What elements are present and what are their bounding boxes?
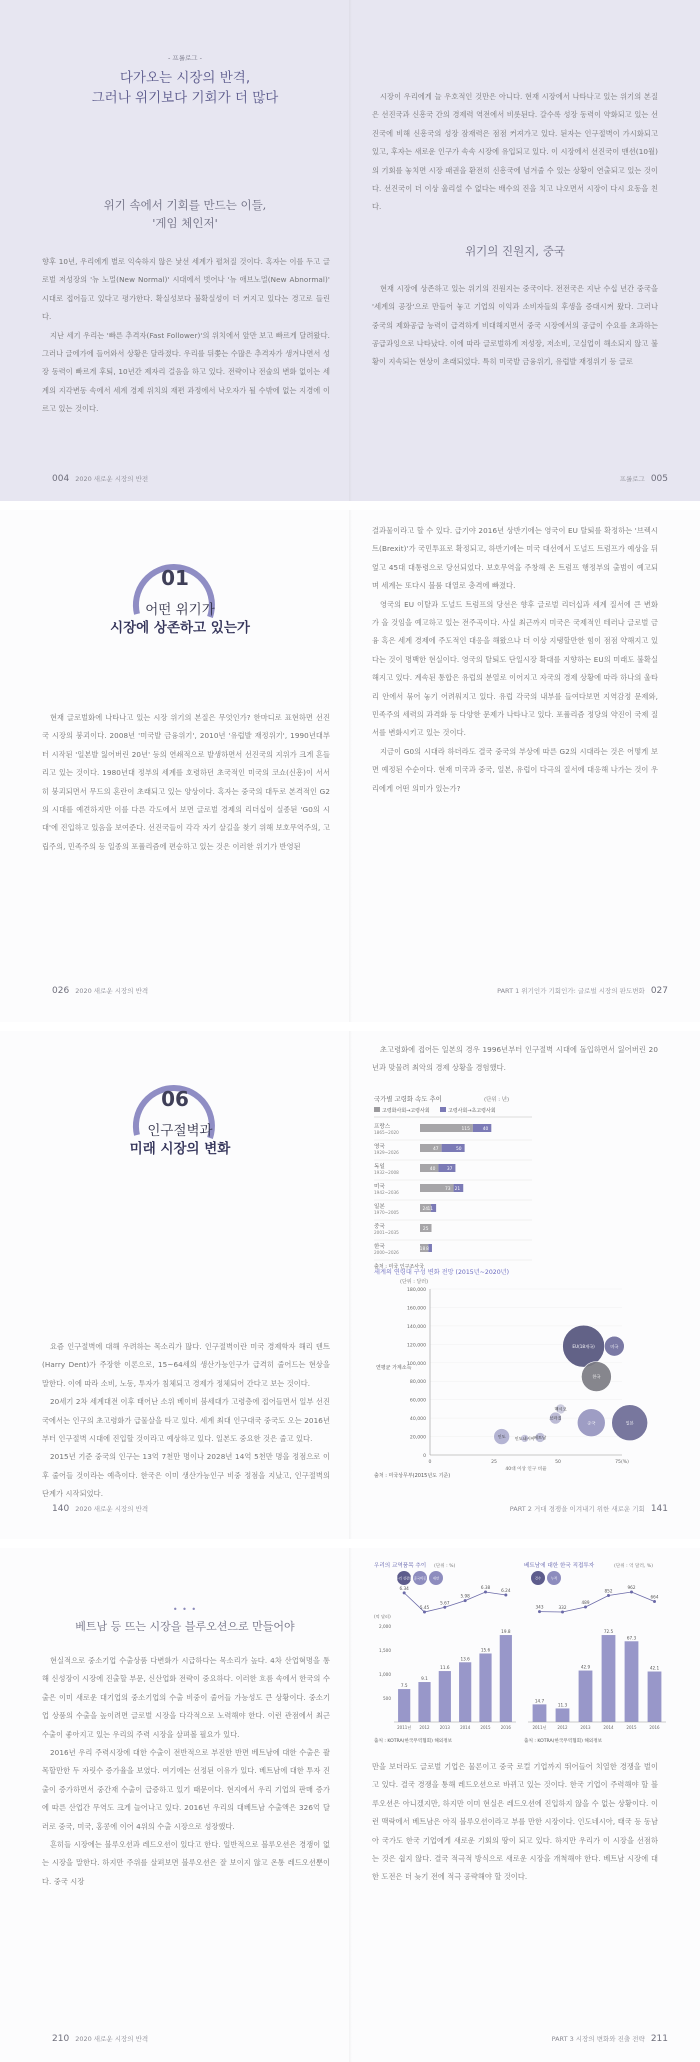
label-bubble-text: 우리 성장률 xyxy=(395,1576,413,1581)
bar xyxy=(418,1682,430,1722)
y-tick-label: 120,000 xyxy=(407,1343,426,1349)
label-bubble-text: 건수 xyxy=(534,1576,542,1581)
aging-speed-chart xyxy=(372,1091,662,1270)
running-title: 2020 새로운 시장의 반전 xyxy=(75,475,149,483)
line-value: 5.45 xyxy=(419,1605,430,1610)
right-subtitle: 위기의 진원지, 중국 xyxy=(465,243,565,258)
line-point xyxy=(484,1591,487,1594)
page-number: 210 xyxy=(52,2034,70,2044)
right-body xyxy=(372,522,658,798)
category-label: 프랑스 xyxy=(374,1124,391,1130)
paragraph: 흔히들 시장에는 블루오션과 레드오션이 있다고 한다. 일반적으로 블루오션은 경쟁이 없는 시장을 말한다. 하지만 주위를 살펴보면 블루오션은 잘 보이지 않고 온통 레드오션뿐이다. 중국 시장 xyxy=(42,1840,330,1886)
x-tick-label: 2011년 xyxy=(397,1725,412,1730)
category-sublabel: 1932~2008 xyxy=(374,1170,399,1175)
bar-value: 42.9 xyxy=(580,1664,591,1670)
x-tick-label: 25 xyxy=(491,1460,497,1465)
category-label: 영국 xyxy=(374,1144,385,1150)
line-value: 852 xyxy=(604,1588,613,1594)
category-sublabel: 1942~2036 xyxy=(374,1190,399,1195)
x-tick-label: 2015 xyxy=(626,1725,637,1730)
line-value: 5.98 xyxy=(460,1593,470,1599)
footer-left xyxy=(52,1504,148,1514)
x-tick-label: 0 xyxy=(428,1460,432,1465)
line-point xyxy=(607,1594,610,1597)
prologue-title-line2: 그러나 위기보다 기회가 더 많다 xyxy=(91,90,279,106)
y-axis-label: (억 달러) xyxy=(374,1614,391,1619)
line-point xyxy=(538,1610,541,1613)
y-tick-label: 40,000 xyxy=(409,1417,426,1423)
y-axis-label: 연평균 가계소득 xyxy=(376,1365,412,1371)
gutter xyxy=(349,0,352,501)
paragraph: 현재 시장에 상존하고 있는 위기의 진원지는 중국이다. 전전국은 지난 수십 년간 중국을 '세계의 공장'으로 만들어 놓고 기업의 이익과 소비자들의 후생을 증대시켜 왔다. 그러나 중국의 제화공급 능력이 급격하게 비대해지면서 중국 시장에서의 공급이 수요를 초과하는 공급과잉으로 나타났다. 이에 따라 글로벌하게 저성장, 저소비, 고실업이 해소되지 않고 불황이 지속되는 현상이 초래되었다. 특히 미국발 금융위기, 유럽발 재정위기 등 글로 xyxy=(372,283,658,367)
page-number: 141 xyxy=(650,1504,668,1514)
bar xyxy=(625,1641,639,1722)
bubble-label: 브라질 xyxy=(549,1415,562,1421)
line-point xyxy=(561,1611,564,1614)
prologue-title-line1: 다가오는 시장의 반격, xyxy=(119,70,251,86)
y-tick-label: 80,000 xyxy=(409,1380,426,1386)
bar xyxy=(398,1689,410,1722)
bar-value: 14.7 xyxy=(534,1698,545,1704)
paragraph: 시장이 우리에게 늘 우호적인 것만은 아니다. 현재 시장에서 나타나고 있는 위기의 본질은 선진국과 신흥국 간의 경제력 역전에서 비롯된다. 갈수록 성장 동력이 약화되고 있는 선진국에 비해 신흥국의 성장 잠재력은 점점 커져가고 있다. 된자는 인구절벽이 가시화되고 있고, 후자는 새로운 인구가 속속 시장에 유입되고 있다. 이 시장에서 선진국이 맨션(10월)의 기회를 놓치면 시장 패권을 환전히 신흥국에 넘겨줄 수 있는 상황이 연출되고 있는 것이다. 선진국이 더 이상 울리설 수 없다는 배수의 진을 치고 나오면서 시장이 다시 요동을 친다. xyxy=(372,92,658,212)
line-value: 6.38 xyxy=(480,1585,491,1590)
x-tick-label: 2016 xyxy=(649,1725,660,1730)
legend-swatch xyxy=(374,1107,380,1112)
bar xyxy=(439,1671,451,1722)
paragraph: 지금이 G0의 시대라 하더라도 결국 중국의 부상에 따른 G2의 시대라는 것은 어떻게 보면 예정된 수순이다. 현재 미국과 중국, 일본, 유럽이 다극의 질서에 대응해 나가는 것이 우리에게 어떤 의미가 있는가? xyxy=(372,746,658,793)
x-tick-label: 2014 xyxy=(460,1725,471,1730)
chart-title: 베트남에 대한 한국 직접투자 xyxy=(524,1563,595,1569)
prologue-label: - 프롤로그 - xyxy=(168,54,202,62)
line-point xyxy=(423,1611,426,1614)
bar xyxy=(556,1708,570,1722)
line-value: 962 xyxy=(627,1585,636,1590)
chapter-ring xyxy=(0,1031,350,1191)
left-body xyxy=(42,1652,330,1891)
running-title: 프롤로그 xyxy=(619,475,645,483)
footer-right xyxy=(497,986,668,996)
category-label: 중국 xyxy=(374,1224,385,1230)
chapter-ring xyxy=(0,510,350,670)
bar-value: 25 xyxy=(422,1227,429,1232)
y-tick-label: 160,000 xyxy=(407,1306,426,1312)
footer-left xyxy=(52,986,148,996)
paragraph: 지난 세기 우리는 '빠른 추격자(Fast Follower)'의 위치에서 앞만 보고 빠르게 달려왔다. 그러나 글에가에 들어와서 상황은 달라졌다. 우리를 뒤쫓는 수많은 추격자가 생겨나면서 성장 동력이 빠르게 후퇴, 10년간 제자리 걸음을 하고 있다. 전략이나 전술의 변화 없이는 세계의 지각변동 속에서 세계 경제 위치의 재편 과정에서 낙오자가 될 수밖에 없는 지경에 이르고 있는 것이다. xyxy=(42,330,330,414)
bubble-label: 일본 xyxy=(625,1420,634,1426)
running-title: PART 2 거대 경쟁을 이겨내기 위한 새로운 기회 xyxy=(509,1505,645,1513)
footer-right xyxy=(620,474,668,484)
bar-value: 9.1 xyxy=(421,1676,428,1682)
page-number: 140 xyxy=(52,1504,70,1514)
footer-right xyxy=(510,1504,668,1514)
chart-unit: (단위 : 년) xyxy=(484,1097,510,1103)
running-title: 2020 새로운 시장의 반격 xyxy=(75,1505,149,1513)
bar-value: 50 xyxy=(456,1147,462,1152)
category-sublabel: 1865~2020 xyxy=(374,1130,399,1135)
chapter-title-line1: 어떤 위기가 xyxy=(145,602,215,618)
chart-source: 출처 : 미국상무부(2015년도 기준) xyxy=(374,1473,451,1479)
line-point xyxy=(653,1600,656,1603)
bubble-label: 베트남 xyxy=(534,1435,547,1441)
running-title: 2020 새로운 시장의 반격 xyxy=(75,2035,149,2043)
left-body xyxy=(42,253,330,419)
section-mark: • • • xyxy=(172,1605,198,1614)
page-number: 026 xyxy=(52,986,70,996)
chart-title: 세계의 연령대 구성 변화 전망 (2015년~2020년) xyxy=(374,1269,510,1276)
x-tick-label: 2013 xyxy=(580,1725,591,1730)
bar-value: 11 xyxy=(427,1207,434,1212)
x-tick-label: 75(%) xyxy=(615,1460,629,1465)
running-title: PART 3 시장의 변화와 진출 전략 xyxy=(551,2035,645,2043)
chart-unit: (단위 : 달러) xyxy=(400,1279,429,1285)
paragraph: 2015년 기준 중국의 인구는 13억 7천만 명이나 2028년 14억 5천만 명을 정점으로 이후 줄어들 것이라는 예측이다. 한국은 이미 생산가능인구 비중 정점을 지났고, 인구절벽의 단계가 시작되었다. xyxy=(42,1452,330,1499)
bar-value: 37 xyxy=(446,1167,453,1172)
spread-prologue xyxy=(0,0,700,501)
page-number: 004 xyxy=(52,474,70,484)
line-point xyxy=(584,1606,587,1609)
paragraph: 현실적으로 중소기업 수출상품 다변화가 시급하다는 목소리가 높다. 4차 산업혁명을 통해 신성장이 시장에 진출할 부문, 신산업화 전략이 중요하다. 이러한 흐름 속에서 한국의 수출은 이미 새로운 대기업의 중소기업의 수출 비중이 줄어들 가능성도 큰 상황이다. 중소기업 상품의 수출을 높이려면 글로벌 시장을 다각적으로 노력해야 한다. 이런 관점에서 최근 수출이 좋아지고 있는 우리의 주력 시장을 살펴볼 필요가 있다. xyxy=(42,1656,330,1739)
chapter-title-bold: 시장에 상존하고 있는가 xyxy=(110,620,250,636)
x-tick-label: 2012 xyxy=(419,1725,430,1730)
chart-title: 국가별 고령화 속도 추이 xyxy=(374,1095,442,1103)
bubble-label: 한국 xyxy=(592,1374,601,1380)
chapter-title-line2 xyxy=(60,620,300,636)
bar-value: 21 xyxy=(454,1187,461,1192)
bar-value: 13.6 xyxy=(460,1656,470,1662)
label-bubble-text: 대만 xyxy=(432,1576,440,1581)
spread-vietnam xyxy=(0,1548,700,2062)
bar xyxy=(533,1704,547,1722)
x-tick-label: 2011년 xyxy=(532,1725,547,1730)
bar xyxy=(602,1635,616,1722)
legend-swatch xyxy=(440,1107,446,1112)
chart-source: 출처 : KOTRA(한국무역협회) 해외정보 xyxy=(524,1739,603,1744)
line-point xyxy=(403,1591,406,1594)
bubble-label: 인도네시아 xyxy=(514,1436,535,1441)
page-number: 211 xyxy=(650,2034,668,2044)
paragraph: 2016년 우리 주력시장에 대한 수출이 전반적으로 부진한 반면 베트남에 대한 수출은 괄목할만한 두 자릿수 증가율을 보였다. 여기에는 선정된 이유가 있다. 베트남에 대한 투자 진출이 증가하면서 중간재 수출이 급증하고 있기 때문이다. 현지에서 우리 기업의 판매 증가에 따른 산업간 무역도 크게 늘어나고 있다. 2016년 우리의 대베트남 수출액은 326억 달러로 중국, 미국, 홍콩에 이어 4위의 수출 시장으로 성장했다. xyxy=(42,1748,330,1831)
footer-left xyxy=(52,474,148,484)
x-tick-label: 2012 xyxy=(557,1725,568,1730)
y-tick-label: 180,000 xyxy=(407,1288,426,1293)
line-value: 332 xyxy=(558,1605,567,1610)
chart-source: 출처 : KOTRA(한국무역협회) 해외정보 xyxy=(374,1739,453,1744)
line-value: 6.34 xyxy=(399,1585,409,1591)
bar xyxy=(479,1653,491,1722)
bar xyxy=(648,1672,662,1722)
chart-source: 출처 : 미국 인구조사국 xyxy=(374,1264,424,1270)
bar-value: 24 xyxy=(422,1207,429,1212)
line-point xyxy=(443,1606,446,1609)
line-value: 664 xyxy=(650,1594,659,1600)
bar-value: 42.1 xyxy=(649,1665,660,1671)
category-sublabel: 1929~2026 xyxy=(374,1150,399,1155)
legend-label: 고령사회→초고령사회 xyxy=(448,1108,496,1114)
label-bubble-text: 누적 xyxy=(550,1576,558,1581)
left-subtitle1: 위기 속에서 기회를 만드는 이들, xyxy=(103,198,267,212)
running-title: PART 1 위기인가 기회인가: 글로벌 시장의 판도변화 xyxy=(497,987,645,995)
y-tick-label: 2,000 xyxy=(379,1624,391,1629)
right-body xyxy=(372,1758,658,1887)
left-body xyxy=(42,1338,330,1504)
right-intro xyxy=(372,1041,658,1078)
bar-value: 40 xyxy=(482,1127,489,1132)
bar-value: 40 xyxy=(429,1167,436,1172)
category-label: 독일 xyxy=(374,1164,385,1170)
x-tick-label: 2016 xyxy=(500,1725,511,1730)
income-age-bubble-chart xyxy=(372,1265,662,1485)
right-body xyxy=(372,88,658,372)
line-point xyxy=(504,1594,507,1597)
bubble-label: 미국 xyxy=(610,1343,619,1349)
line-value: 5.67 xyxy=(440,1600,450,1606)
left-body xyxy=(42,709,330,856)
spread-chapter-01 xyxy=(0,510,700,1022)
bar xyxy=(579,1671,593,1722)
bar-value: 115 xyxy=(461,1127,470,1132)
bar-value: 19.8 xyxy=(501,1629,511,1635)
paragraph: 요즘 인구절벽에 대해 우려하는 목소리가 많다. 인구절벽이란 미국 경제학자 해리 덴트(Harry Dent)가 주장한 이론으로, 15~64세의 생산가능인구가 급격히 줄어드는 현상을 말한다. 이에 따라 소비, 노동, 투자가 침체되고 경제가 정체되어 간다고 보는 것이다. xyxy=(42,1342,330,1388)
chapter-title-line2 xyxy=(60,1141,300,1157)
bubble-label: 멕시코 xyxy=(554,1406,567,1412)
bar-value: 72.5 xyxy=(603,1629,614,1635)
x-tick-label: 2013 xyxy=(439,1725,450,1730)
bubble-label: 인도 xyxy=(497,1434,506,1440)
category-sublabel: 2001~2035 xyxy=(374,1230,399,1235)
footer-left xyxy=(52,2034,148,2044)
chapter-title-bold: 미래 시장의 변화 xyxy=(129,1141,231,1157)
chart-title: 우리의 교역품목 추이 xyxy=(374,1563,427,1569)
label-bubble-text: 중국비중 xyxy=(413,1576,427,1581)
line-value: 489 xyxy=(581,1600,590,1606)
legend-label: 고령화사회→고령사회 xyxy=(382,1108,430,1114)
left-subtitle2: '게임 체인저' xyxy=(152,216,218,230)
bar-value: 8 xyxy=(426,1247,429,1252)
paragraph: 향후 10년, 우리에게 별로 익숙하지 않은 낯선 세계가 펼쳐질 것이다. 혹자는 이를 두고 글로벌 저성장의 '뉴 노멀(New Normal)' 시대에서 벗어나 '뉴 애브노멀(New Abnormal)' 시대로 접어들고 있다고 평가한다. 확실성보다 불확실성이 더 커지고 있다는 경고로 들린다. xyxy=(42,257,330,322)
bar-value: 7.5 xyxy=(400,1683,408,1689)
category-sublabel: 1970~2005 xyxy=(374,1210,399,1215)
bar xyxy=(500,1635,512,1722)
y-tick-label: 100,000 xyxy=(407,1361,426,1367)
bar-value: 18 xyxy=(419,1247,426,1252)
footer-right xyxy=(552,2034,668,2044)
chapter-number: 06 xyxy=(161,1087,189,1111)
category-label: 한국 xyxy=(374,1244,385,1250)
chart-unit: (단위 : %) xyxy=(434,1564,456,1569)
line-point xyxy=(630,1591,633,1594)
spread-chapter-06 xyxy=(0,1031,700,1539)
bar-value: 15.6 xyxy=(480,1647,491,1653)
vietnam-investment-chart xyxy=(522,1558,670,1748)
line-value: 343 xyxy=(535,1604,544,1610)
section-title: 베트남 등 뜨는 시장을 블루오션으로 만들어야 xyxy=(75,1620,295,1633)
category-label: 일본 xyxy=(374,1204,385,1210)
y-tick-label: 140,000 xyxy=(407,1324,426,1330)
paragraph: 만을 보더라도 글로벌 기업은 물론이고 중국 로컬 기업까지 뛰어들어 치열한 경쟁을 벌이고 있다. 결국 경쟁을 통해 레드오션으로 바뀌고 있는 것이다. 한국 기업이 주력해야 할 블루오션은 아니겠지만, 하지만 이미 현실은 레드오션에 진입하지 않을 수 없는 상황이다. 이런 맥락에서 베트남은 아직 블루오션이라고 부를 만한 시장이다. 인도네시아, 태국 등 동남아 국가도 한국 기업에게 새로운 기회의 땅이 되고 있다. 하지만 우리가 이 시장을 선점하는 것은 쉽지 않다. 결국 적극적 방식으로 새로운 시장을 개척해야 한다. 베트남 시장에 대한 도전은 더 늦기 전에 적극 공략해야 할 것이다. xyxy=(372,1762,658,1882)
page-number: 005 xyxy=(650,474,668,484)
y-tick-label: 1,500 xyxy=(379,1648,391,1653)
chapter-number: 01 xyxy=(161,566,189,590)
gutter xyxy=(349,1548,352,2062)
chart-unit: (단위 : 억 달러, %) xyxy=(614,1564,653,1569)
y-tick-label: 1,000 xyxy=(379,1672,391,1677)
series-line xyxy=(540,1592,655,1612)
bar-value: 73 xyxy=(444,1187,451,1192)
bubble-label: 중국 xyxy=(587,1420,596,1426)
x-axis-label: 40대 이상 인구 비율 xyxy=(505,1467,547,1472)
x-tick-label: 2015 xyxy=(480,1725,491,1730)
paragraph: 결과물이라고 할 수 있다. 급기야 2016년 상반기에는 영국이 EU 탈퇴를 확정하는 '브렉시트(Brexit)'가 국민투표로 확정되고, 하반기에는 미국 대선에서 도널드 트럼프가 예상을 뒤엎고 45대 대통령으로 당선되었다. 보호무역을 주창해 온 트럼프 행정부의 출범이 예고되며 세계는 또다시 블룸 대열로 충격에 빠졌다. xyxy=(372,526,658,591)
y-tick-label: 500 xyxy=(383,1696,391,1701)
page-number: 027 xyxy=(650,986,668,996)
paragraph: 20세기 2차 세계대전 이후 태어난 소위 베이비 붐세대가 고령층에 접어들면서 일부 선진국에서는 인구의 초고령화가 급물살을 타고 있다. 세계 최대 인구대국 중국도 오는 2016년부터 인구절벽 시대에 진입할 것이라고 예상하고 있다. 일본도 중요한 것은 줄고 있다. xyxy=(42,1397,330,1444)
y-tick-label: 20,000 xyxy=(409,1435,426,1441)
bar-value: 47 xyxy=(433,1147,439,1152)
chapter-title-line1: 인구절벽과 xyxy=(147,1123,213,1139)
category-label: 미국 xyxy=(374,1184,385,1190)
paragraph: 현재 글로벌화에 나타나고 있는 시장 위기의 본질은 무엇인가? 한마디로 표현하면 선진국 시장의 붕괴이다. 2008년 '미국발 금융위기', 2010년 '유럽발 재정위기', 1990년대부터 시작된 '일본발 잃어버린 20년' 등의 연쇄적으로 발생하면서 선진국의 지위가 크게 흔들리고 있는 것이다. 1980년대 정부의 세계를 호령하던 초국적인 미국의 코쇼(신흥)이 서서히 붕괴되면서 무드의 혼란이 초래되고 있는 양상이다. 혹자는 중국의 대두로 본격적인 G2의 시대를 예견하지만 이를 다른 각도에서 보면 글로벌 경제의 리더십이 실종된 'G0의 시대'에 진입하고 있음을 보여준다. 선진국들이 각각 자기 살길을 찾기 위해 보호무역주의, 고립주의, 민족주의 등 일종의 포퓰리즘에 편승하고 있는 것은 이러한 위기가 반영된 xyxy=(42,713,330,851)
line-value: 6.24 xyxy=(501,1588,511,1594)
paragraph: 초고령화에 접어든 일본의 경우 1996년부터 인구절벽 시대에 돌입하면서 잃어버린 20년과 맞물려 최악의 경제 상황을 경험했다. xyxy=(372,1045,658,1073)
running-title: 2020 새로운 시장의 반격 xyxy=(75,987,149,995)
y-tick-label: 60,000 xyxy=(409,1398,426,1404)
y-tick-label: 0 xyxy=(423,1454,426,1459)
category-sublabel: 2000~2026 xyxy=(374,1250,399,1255)
x-tick-label: 50 xyxy=(555,1460,561,1465)
trade-items-chart xyxy=(372,1558,520,1748)
bubble-label: EU(18개국) xyxy=(572,1343,595,1349)
bar-value: 11.6 xyxy=(440,1665,450,1671)
bar-value: 11.3 xyxy=(557,1702,568,1708)
bar-value: 67.3 xyxy=(626,1635,637,1641)
x-tick-label: 2014 xyxy=(603,1725,614,1730)
line-point xyxy=(464,1599,467,1602)
bar xyxy=(459,1662,471,1722)
paragraph: 영국의 EU 이탈과 도널드 트럼프의 당선은 향후 글로벌 리더십과 세계 질서에 큰 변화가 올 것임을 예고하고 있는 전주곡이다. 사실 최근까지 미국은 국제적인 테러나 글로벌 금융 혹은 세계 경제에 주도적인 대응을 해왔으나 더 이상 지탱할만한 힘이 점점 약해지고 있다는 것이 명백한 현실이다. 영국의 탈퇴도 단일시장 확대를 지향하는 EU의 미래도 불확실해지고 있다. 계속된 통합은 유럽의 분열로 이어지고 자국의 경제 상황에 따라 하나의 울타리 안에서 묶어 놓기 어려워지고 있다. 유럽 각국의 내부를 들여다보면 지역감정 문제와, 민족주의 세력의 과격화 등 다양한 문제가 나타나고 있다. 포퓰리즘 정당의 약진이 국제 질서를 변화시키고 있는 것이다. xyxy=(372,599,658,738)
